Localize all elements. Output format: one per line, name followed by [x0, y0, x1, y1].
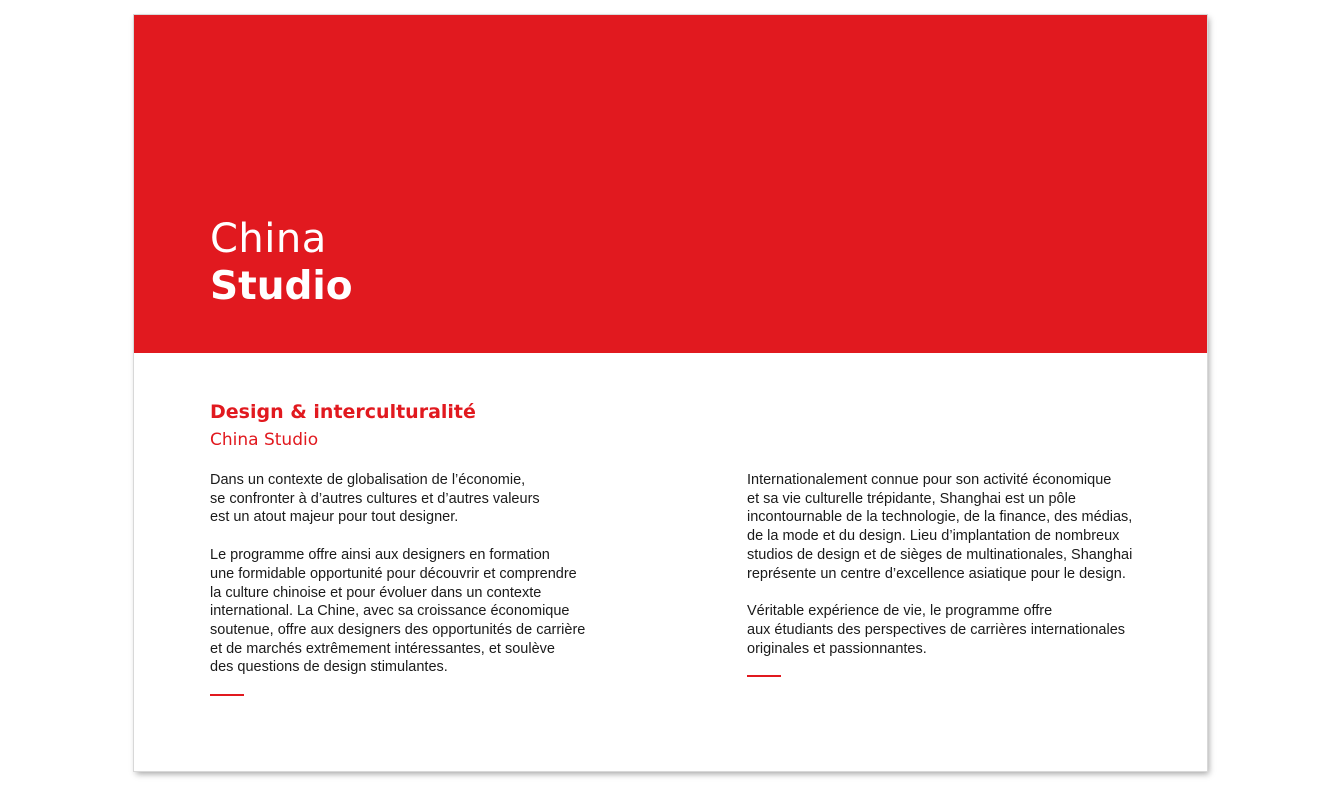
right-paragraph-1 — [747, 471, 1187, 583]
text-line: international. La Chine, avec sa croissance économique — [210, 603, 570, 620]
text-line: originales et passionnantes. — [747, 640, 927, 657]
text-line: Véritable expérience de vie, le programme offre — [747, 603, 1053, 620]
text-line: se confronter à d’autres cultures et d’autres valeurs — [210, 490, 540, 507]
text-line: la culture chinoise et pour évoluer dans un contexte — [210, 584, 542, 601]
text-line: et sa vie culturelle trépidante, Shanghai est un pôle — [747, 490, 1076, 507]
hero-title-line2: Studio — [210, 264, 353, 309]
text-line: une formidable opportunité pour découvrir et comprendre — [210, 565, 577, 582]
text-line: studios de design et de sièges de multinationales, Shanghai — [747, 546, 1133, 563]
left-column — [210, 471, 650, 696]
hero-title-line1: China — [210, 216, 327, 262]
text-line: aux étudiants des perspectives de carrières internationales — [747, 621, 1126, 638]
text-line: des questions de design stimulantes. — [210, 659, 448, 676]
text-line: soutenue, offre aux designers des opportunités de carrière — [210, 621, 586, 638]
red-accent-rule — [210, 694, 244, 696]
right-column — [747, 471, 1187, 677]
section-subtitle: China Studio — [210, 430, 319, 450]
red-banner — [134, 15, 1207, 353]
right-paragraph-2 — [747, 602, 1187, 658]
text-line: de la mode et du design. Lieu d’implantation de nombreux — [747, 528, 1120, 545]
left-paragraph-2 — [210, 546, 650, 677]
text-line: Internationalement connue pour son activité économique — [747, 472, 1112, 488]
text-line: et de marchés extrêmement intéressantes, et soulève — [210, 640, 555, 657]
text-line: Dans un contexte de globalisation de l’économie, — [210, 472, 526, 488]
section-title: Design & interculturalité — [210, 401, 476, 423]
brochure-page — [134, 15, 1207, 771]
red-accent-rule — [747, 675, 781, 677]
text-line: représente un centre d’excellence asiatique pour le design. — [747, 565, 1126, 582]
text-line: est un atout majeur pour tout designer. — [210, 509, 459, 526]
text-line: incontournable de la technologie, de la finance, des médias, — [747, 509, 1133, 526]
text-line: Le programme offre ainsi aux designers en formation — [210, 547, 550, 564]
left-paragraph-1 — [210, 471, 650, 527]
